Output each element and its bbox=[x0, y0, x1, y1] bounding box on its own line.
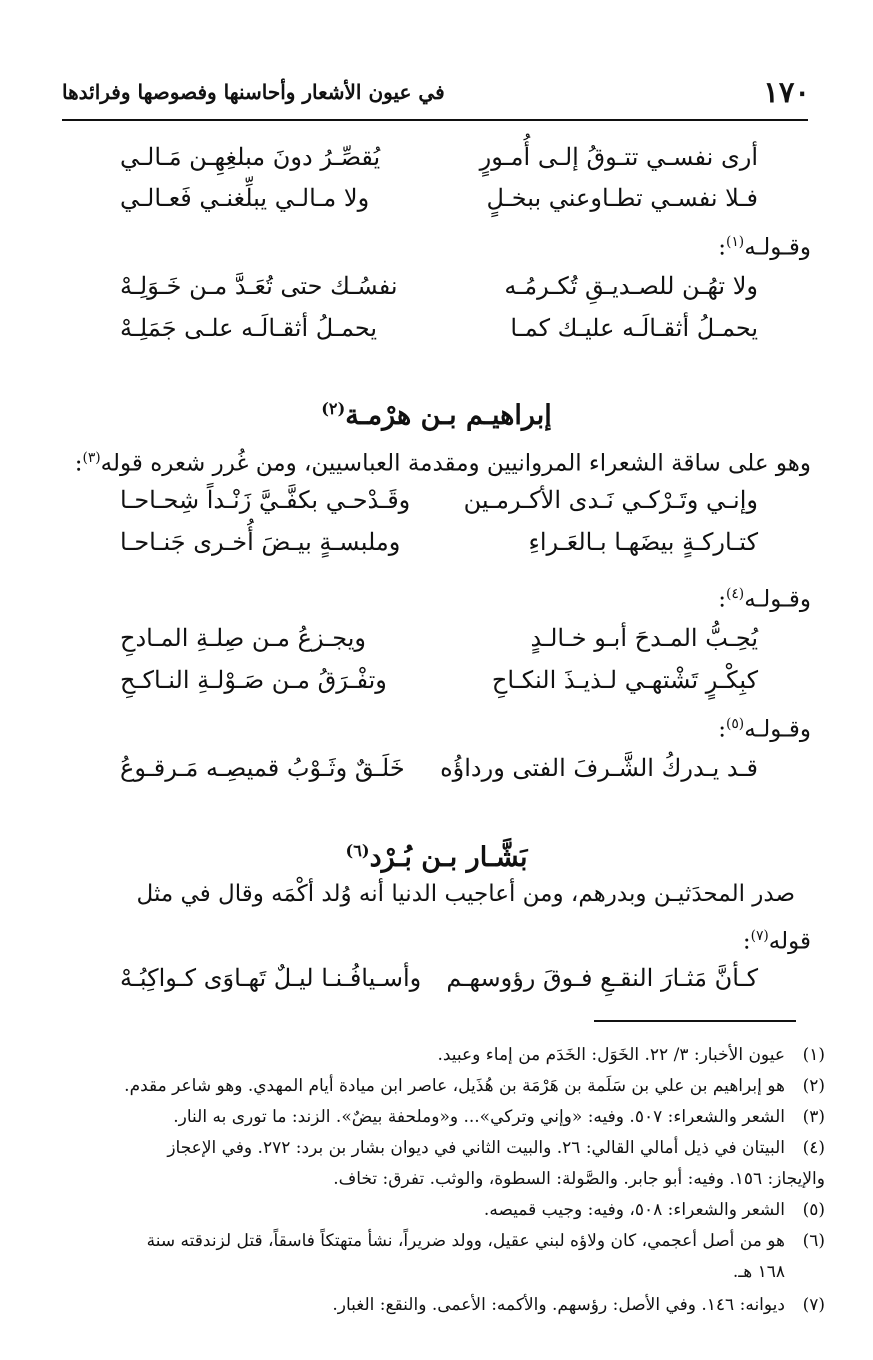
first-hemistich: فـلا نفسـي تطـاوعني ببخـلٍ bbox=[486, 184, 758, 212]
first-hemistich: أرى نفسـي تتـوقُ إلـى أُمـورٍ bbox=[479, 143, 758, 171]
verse-line bbox=[110, 616, 758, 660]
heading-text: إبراهيـم بـن هرْمـة bbox=[345, 400, 552, 431]
footnote bbox=[50, 1071, 825, 1102]
second-hemistich: ويجـزعُ مـن صِلـةِ المـادحِ bbox=[120, 624, 366, 652]
page-number: ١٧٠ bbox=[763, 75, 810, 109]
first-hemistich: يُحِـبُّ المـدحَ أبـو خـالـدٍ bbox=[530, 624, 758, 652]
colon: : bbox=[718, 586, 726, 613]
second-hemistich: يحمـلُ أثقـالَـه علـى جَمَلِـهْ bbox=[120, 314, 378, 342]
first-hemistich: وإنـي وتَـرْكـي نَـدى الأكـرمـين bbox=[463, 486, 758, 514]
intro-text: صدر المحدَثيـن وبدرهم، ومن أعاجيب الدنيا أنه وُلد أكْمَه وقال في مثل bbox=[136, 881, 795, 907]
first-hemistich: كتـاركـةٍ بيضَهـا بـالعَـراءِ bbox=[528, 528, 758, 556]
first-hemistich: كـأنَّ مَثـارَ النقـعِ فـوقَ رؤوسهـم bbox=[446, 964, 758, 992]
colon: : bbox=[742, 928, 751, 955]
verse-line bbox=[110, 176, 758, 220]
colon: : bbox=[74, 450, 83, 477]
verse-line bbox=[110, 658, 758, 702]
verse-line bbox=[110, 478, 758, 522]
second-hemistich: وقَـدْحـي بكفَّـيَّ زَنْـداً شِحـاحـا bbox=[120, 486, 411, 514]
verse-line bbox=[110, 264, 758, 308]
second-hemistich: نفسُـك حتى تُعَـدَّ مـن خَـوَلِـهْ bbox=[120, 272, 398, 300]
footnote-number: (٢) bbox=[802, 1076, 825, 1096]
first-hemistich: قـد يـدركُ الشَّـرفَ الفتى ورداؤُه bbox=[440, 754, 758, 782]
first-hemistich: ولا تهُـن للصـديـقِ تُكـرمُـه bbox=[504, 272, 758, 300]
footnote-number: (٦) bbox=[802, 1231, 825, 1251]
colon: : bbox=[718, 234, 726, 261]
footnote-text: الشعر والشعراء: ٥٠٨، وفيه: وجيب قميصه. bbox=[483, 1200, 785, 1220]
footnote-number: (٧) bbox=[802, 1295, 825, 1315]
verse-line bbox=[110, 135, 758, 179]
intro-line bbox=[718, 702, 811, 752]
colon: : bbox=[718, 716, 726, 743]
footnote-text: هو من أصل أعجمي، كان ولاؤه لبني عقيل، وولد ضريراً، نشأ متهتكاً فاسقاً، قتل لزندقته سنة bbox=[146, 1231, 785, 1251]
footnote-ref: (١) bbox=[725, 234, 745, 250]
verse-line bbox=[110, 306, 758, 350]
footnote bbox=[50, 1195, 825, 1226]
footnote-text: ١٦٨ هـ. bbox=[732, 1262, 785, 1282]
intro-text: وقـولـه bbox=[744, 716, 811, 743]
second-hemistich: يُقصِّـرُ دونَ مبلغِهِـن مَـالـي bbox=[120, 143, 381, 171]
footnote-rule bbox=[594, 1020, 796, 1022]
footnote-ref: (٧) bbox=[750, 928, 769, 944]
footnote-text: عيون الأخبار: ٣/ ٢٢. الخَوَل: الخَدَم من إماء وعبيد. bbox=[437, 1045, 785, 1065]
running-title: في عيون الأشعار وأحاسنها وفصوصها وفرائدها bbox=[62, 80, 445, 104]
footnote-text: البيتان في ذيل أمالي القالي: ٢٦. والبيت الثاني في ديوان بشار بن برد: ٢٧٢. وفي الإعجاز bbox=[167, 1138, 785, 1158]
footnote-number: (١) bbox=[802, 1045, 825, 1065]
first-hemistich: يحمـلُ أثقـالَـه عليـك كمـا bbox=[510, 314, 758, 342]
footnote bbox=[50, 1040, 825, 1071]
second-hemistich: وتفْـرَقُ مـن صَـوْلـةِ النـاكـحِ bbox=[120, 666, 387, 694]
footnote-text: هو إبراهيم بن علي بن سَلَمة بن هَرْمَة بن هُذَيل، عاصر ابن ميادة أيام المهدي. وهو شاعر مقدم. bbox=[124, 1076, 785, 1096]
footnote-ref: (٣) bbox=[82, 450, 101, 466]
footnote-ref: (٤) bbox=[725, 586, 745, 602]
footnote-number: (٤) bbox=[802, 1138, 825, 1158]
footnote bbox=[50, 1133, 825, 1195]
intro-text: وقـولـه bbox=[744, 586, 811, 613]
second-hemistich: وأسـيافُـنـا ليـلٌ تَهـاوَى كـواكِبُـهْ bbox=[120, 964, 422, 992]
verse-line bbox=[110, 520, 758, 564]
second-hemistich: وملبسـةٍ بيـضَ أُخـرى جَنـاحـا bbox=[120, 528, 401, 556]
header-rule bbox=[62, 119, 808, 121]
intro-text: وهو على ساقة الشعراء المروانيين ومقدمة العباسيين، ومن غُرر شعره قوله bbox=[100, 450, 811, 477]
footnote-number: (٥) bbox=[802, 1200, 825, 1220]
footnote-ref: (٢) bbox=[321, 399, 346, 418]
footnote-ref: (٥) bbox=[725, 716, 745, 732]
footnote-text: الشعر والشعراء: ٥٠٧. وفيه: «وإني وتركي»... و«وملحفة بيضٌ». الزند: ما تورى به النار. bbox=[173, 1107, 785, 1127]
intro-text: وقـولـه bbox=[744, 234, 811, 261]
section-heading bbox=[0, 384, 873, 441]
verse-line bbox=[110, 746, 758, 790]
intro-line bbox=[137, 872, 795, 916]
footnote bbox=[50, 1226, 825, 1288]
footnote-ref: (٦) bbox=[345, 841, 370, 860]
footnote-text: ديوانه: ١٤٦. وفي الأصل: رؤسهم. والأكمه: الأعمى. والنقع: الغبار. bbox=[332, 1295, 785, 1315]
intro-line bbox=[718, 220, 811, 270]
first-hemistich: كبِكْـرٍ تَشْتهـي لـذيـذَ النكـاحِ bbox=[491, 666, 758, 694]
intro-text: قوله bbox=[768, 928, 811, 955]
footnote bbox=[50, 1290, 825, 1321]
heading-text: بَشَّـار بـن بُـرْد bbox=[369, 842, 528, 873]
second-hemistich: ولا مـالـي يبلِّغنـي فَعـالـي bbox=[120, 184, 370, 212]
second-hemistich: خَلَـقٌ وثَـوْبُ قميصِـه مَـرقـوعُ bbox=[120, 754, 405, 782]
page-header bbox=[62, 70, 810, 114]
footnote-number: (٣) bbox=[802, 1107, 825, 1127]
intro-line bbox=[718, 572, 811, 622]
footnote-text: والإيجاز: ١٥٦. وفيه: أبو جابر. والصَّولة: السطوة، والوثب. تفرق: تخاف. bbox=[333, 1169, 825, 1189]
footnote bbox=[50, 1102, 825, 1133]
verse-line bbox=[110, 956, 758, 1000]
